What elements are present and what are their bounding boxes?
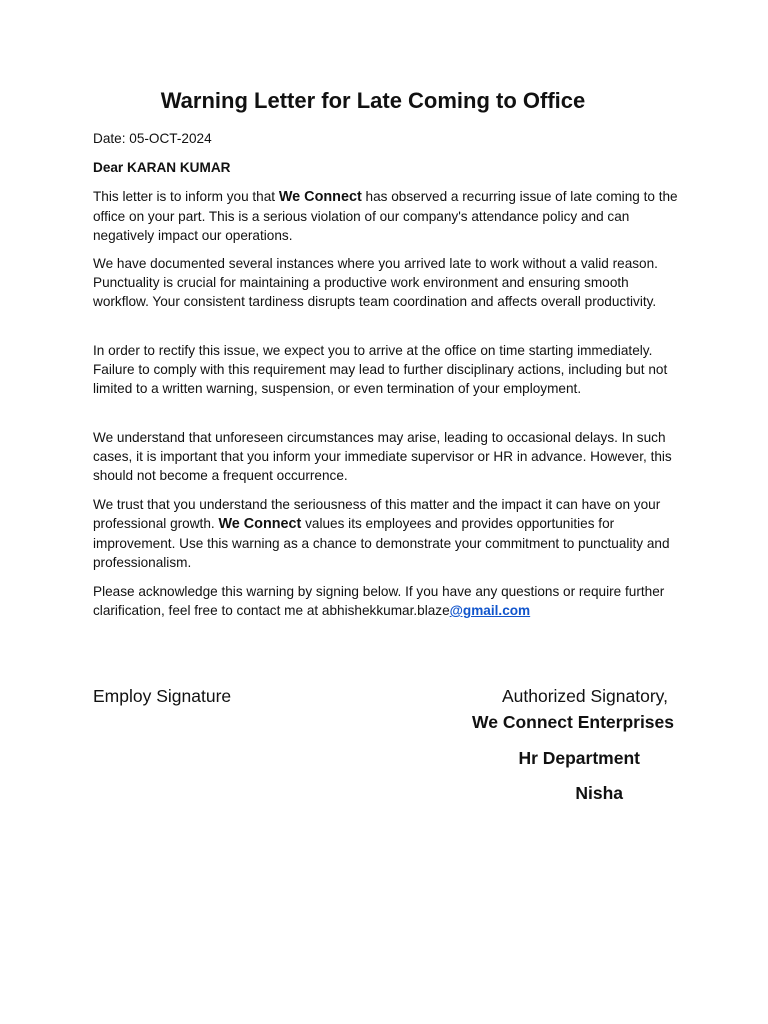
paragraph-intro-after: has observed a recurring issue of late coming to the office on your part. This is a serious violation of our company's attendance policy and can negatively impact our operations. — [93, 189, 678, 243]
paragraph-documented: We have documented several instances where you arrived late to work without a valid reason. Punctuality is crucial for maintaining a productive work environment and ensuring smooth workflow. Your consistent tardiness disrupts team coordination and affects overall productivity. — [93, 256, 658, 309]
paragraph-trust — [93, 495, 678, 572]
letter-date: Date: 05-OCT-2024 — [93, 131, 212, 146]
signatory-name: Nisha — [575, 783, 623, 803]
paragraph-acknowledge-text: Please acknowledge this warning by signing below. If you have any questions or require further clarification, feel free to contact me at abhishekkumar.blaze — [93, 584, 665, 618]
paragraph-intro-before: This letter is to inform you that — [93, 189, 279, 204]
paragraph-acknowledge — [93, 582, 678, 620]
signatory-department: Hr Department — [518, 748, 640, 768]
paragraph-circumstances: We understand that unforeseen circumstances may arise, leading to occasional delays. In such cases, it is important that you inform your immediate supervisor or HR in advance. However, this should not become a frequent occurrence. — [93, 430, 672, 483]
signatory-company: We Connect Enterprises — [472, 712, 674, 732]
company-name-inline: We Connect — [278, 189, 362, 205]
letter-title: Warning Letter for Late Coming to Office — [160, 88, 586, 113]
authorized-signatory-label: Authorized Signatory, — [501, 686, 668, 706]
paragraph-trust-after: values its employees and provides opportunities for improvement. Use this warning as a chance to demonstrate your commitment to punctuality and professionalism. — [93, 516, 670, 570]
paragraph-trust-before: We trust that you understand the seriousness of this matter and the impact it can have on your professional growth. — [93, 497, 661, 531]
paragraph-intro — [93, 187, 678, 245]
paragraph-rectify: In order to rectify this issue, we expect you to arrive at the office on time starting immediately. Failure to comply with this requirement may lead to further disciplinary actions, including but not limited to a written warning, suspension, or even termination of your employment. — [93, 343, 668, 396]
email-link[interactable]: @gmail.com — [449, 603, 531, 618]
employee-signature-label: Employ Signature — [93, 686, 232, 706]
company-name-inline: We Connect — [218, 516, 302, 532]
salutation: Dear KARAN KUMAR — [93, 160, 231, 175]
